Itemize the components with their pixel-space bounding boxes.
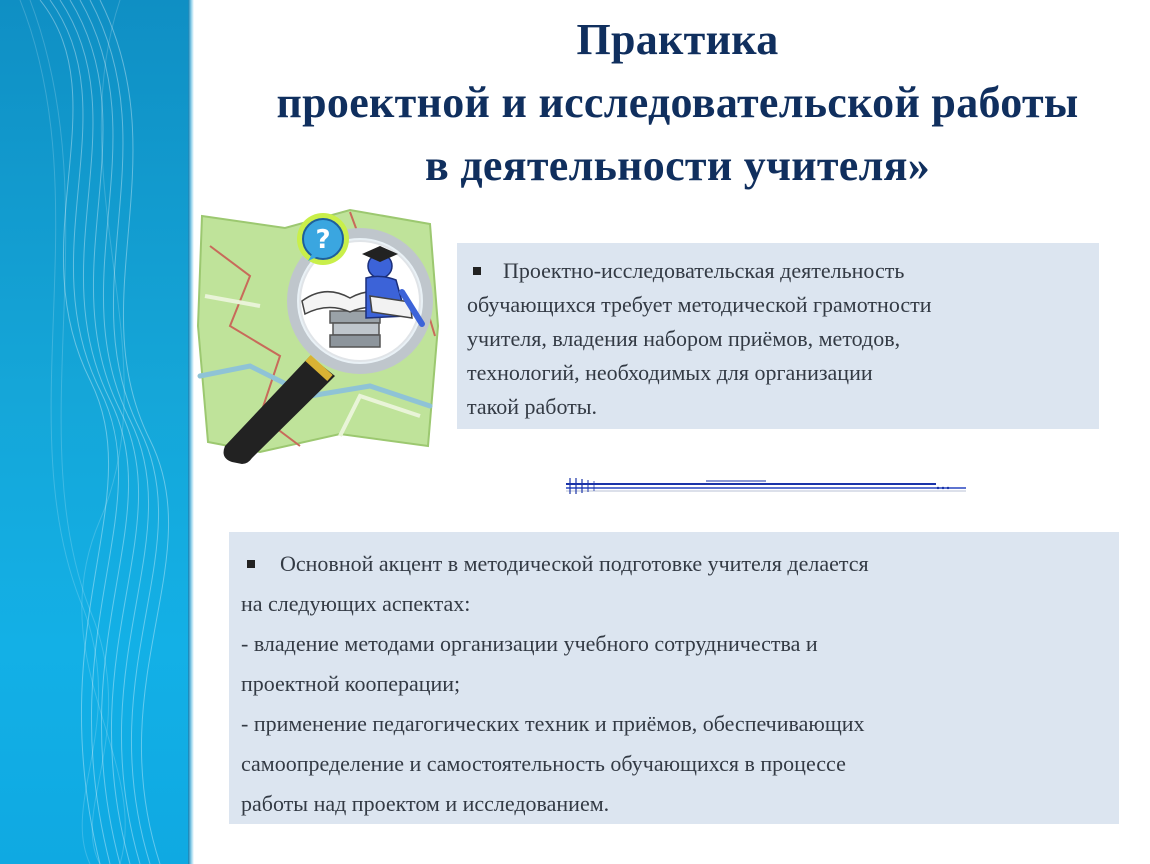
title-line-3: в деятельности учителя»	[425, 141, 930, 190]
side-decorative-band	[0, 0, 192, 864]
title-line-2: проектной и исследовательской работы	[276, 78, 1079, 127]
text-box-project-activity	[457, 243, 1099, 429]
box2-line-3: - владение методами организации учебного сотрудничества и	[241, 631, 818, 656]
decorative-divider	[566, 476, 966, 496]
box1-line-3: учителя, владения набором приёмов, методов,	[467, 326, 901, 351]
box1-line-1: Проектно-исследовательская деятельность	[467, 254, 1099, 288]
box2-line-4: проектной кооперации;	[241, 671, 461, 696]
bullet-icon	[473, 267, 481, 275]
magnifier-map-student-reading-icon	[190, 206, 455, 468]
question-bubble-icon	[297, 213, 349, 265]
box2-line-1: Основной акцент в методической подготовке учителя делается	[241, 544, 1119, 584]
title-line-1: Практика	[576, 15, 779, 64]
bullet-icon	[247, 560, 255, 568]
text-box-methodical-emphasis	[229, 532, 1119, 824]
wave-pattern	[0, 0, 192, 864]
box2-line-6: самоопределение и самостоятельность обучающихся в процессе	[241, 751, 846, 776]
box2-line-5: - применение педагогических техник и приёмов, обеспечивающих	[241, 711, 865, 736]
box2-line-7: работы над проектом и исследованием.	[241, 791, 610, 816]
box2-line-2: на следующих аспектах:	[241, 591, 471, 616]
box1-line-4: технологий, необходимых для организации	[467, 360, 873, 385]
box1-line-2: обучающихся требует методической грамотности	[467, 292, 932, 317]
box1-line-5: такой работы.	[467, 394, 598, 419]
svg-text:?: ?	[315, 225, 331, 255]
page-title	[205, 8, 1150, 197]
